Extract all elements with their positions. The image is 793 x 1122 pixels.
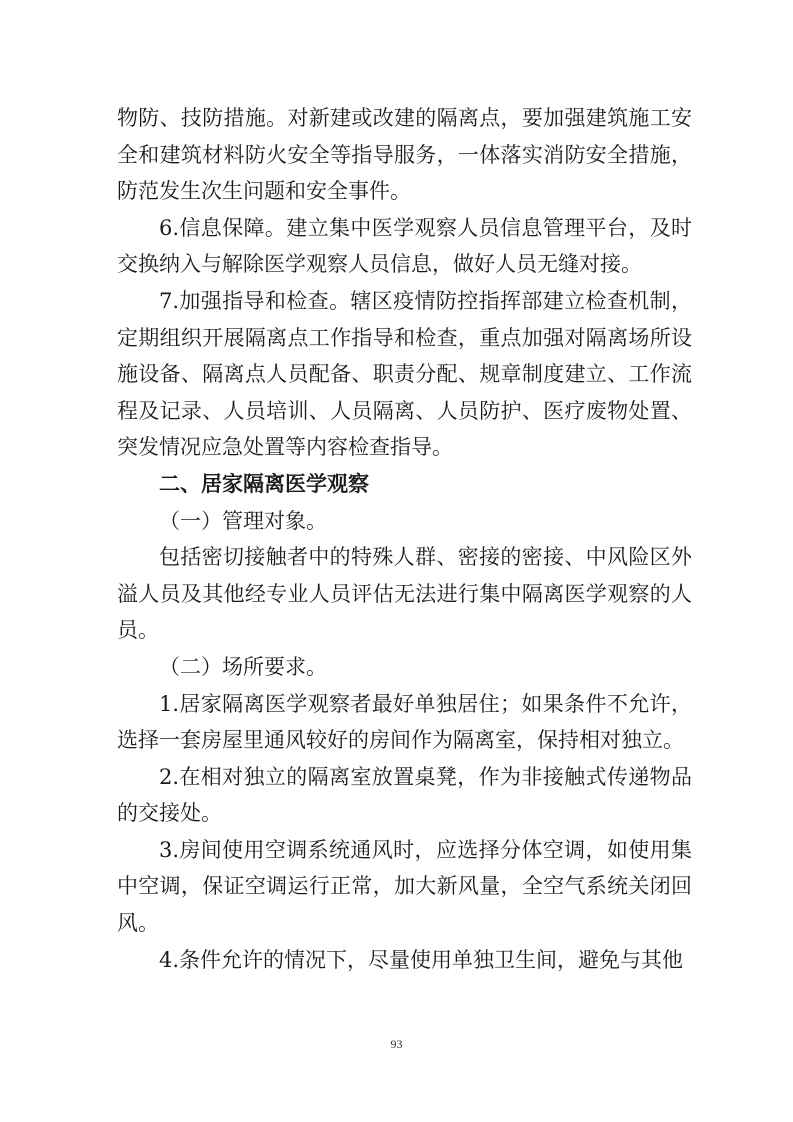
paragraph-management-targets: 包括密切接触者中的特殊人群、密接的密接、中风险区外溢人员及其他经专业人员评估无法进行集中隔离医学观察的人员。 xyxy=(117,545,692,643)
paragraph-continuation: 物防、技防措施。对新建或改建的隔离点，要加强建筑施工安全和建筑材料防火安全等指导服务，一体落实消防安全措施，防范发生次生问题和安全事件。 xyxy=(117,106,692,204)
page-number: 93 xyxy=(390,1037,403,1051)
section-heading: 二、居家隔离医学观察 xyxy=(159,471,369,496)
document-body xyxy=(117,100,692,978)
paragraph-requirement-1: 1.居家隔离医学观察者最好单独居住；如果条件不允许，选择一套房屋里通风较好的房间作为隔离室，保持相对独立。 xyxy=(117,691,692,753)
paragraph-requirement-2: 2.在相对独立的隔离室放置桌凳，作为非接触式传递物品的交接处。 xyxy=(117,764,692,826)
subsection-heading-2: （二）场所要求。 xyxy=(159,654,327,679)
paragraph-item-6: 6.信息保障。建立集中医学观察人员信息管理平台，及时交换纳入与解除医学观察人员信息，做好人员无缝对接。 xyxy=(117,215,692,277)
subsection-heading-1: （一）管理对象。 xyxy=(159,508,327,533)
paragraph-requirement-3: 3.房间使用空调系统通风时，应选择分体空调，如使用集中空调，保证空调运行正常，加大新风量，全空气系统关闭回风。 xyxy=(117,837,692,936)
paragraph-item-7: 7.加强指导和检查。辖区疫情防控指挥部建立检查机制，定期组织开展隔离点工作指导和检查，重点加强对隔离场所设施设备、隔离点人员配备、职责分配、规章制度建立、工作流程及记录、人员培训、人员隔离、人员防护、医疗废物处置、突发情况应急处置等内容检查指导。 xyxy=(117,288,692,460)
paragraph-requirement-4: 4.条件允许的情况下，尽量使用单独卫生间，避免与其他 xyxy=(159,947,684,972)
